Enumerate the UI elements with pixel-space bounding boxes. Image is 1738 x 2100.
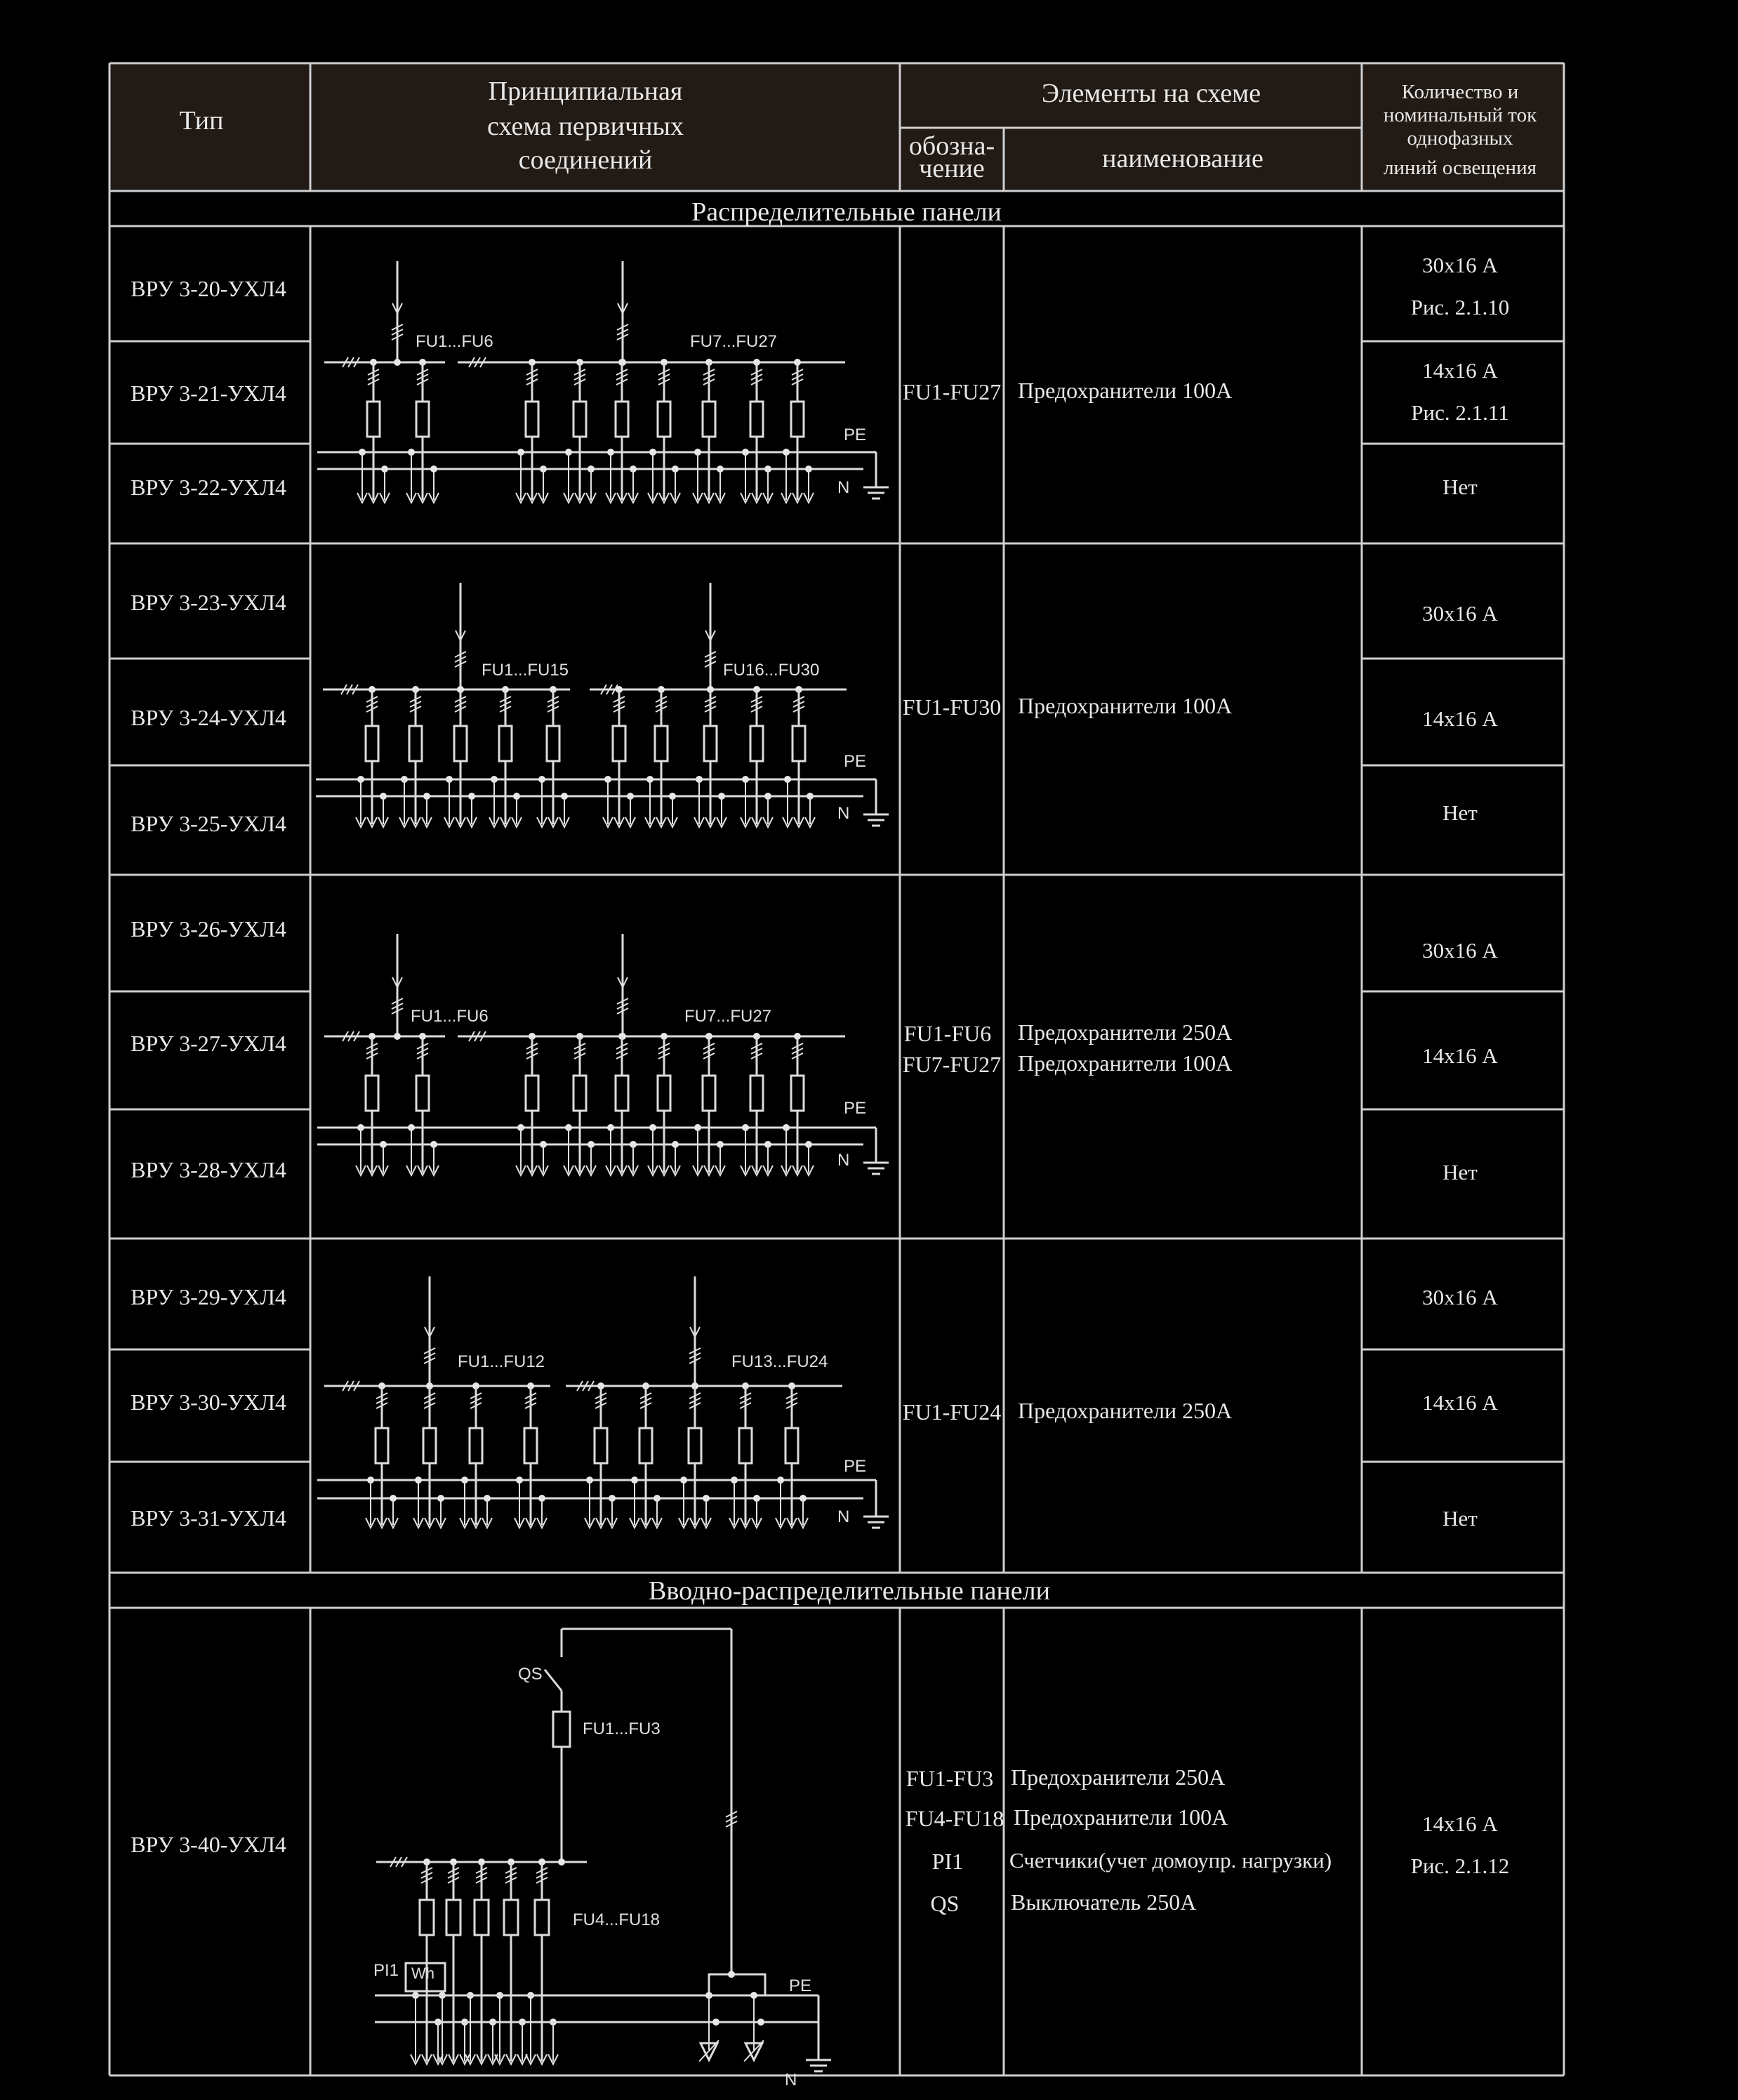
designation: FU1-FU24 [902,1399,1002,1425]
type-label: ВРУ 3-40-УХЛ4 [131,1832,286,1857]
type-label: ВРУ 3-22-УХЛ4 [131,475,286,500]
quantity: Нет [1442,1506,1478,1531]
type-label: ВРУ 3-28-УХЛ4 [131,1157,286,1182]
quantity: Нет [1442,800,1478,825]
header-scheme-line-2: схема первичных [487,112,684,141]
quantity: 30x16 А [1422,253,1498,277]
header-elements: Элементы на схеме [1041,79,1261,108]
designation: FU1-FU27 [902,379,1002,404]
n-label: N [837,804,850,823]
junction-dot [728,1971,735,1978]
fuse-label-right: FU7...FU27 [690,332,778,351]
element-name: Предохранители 100А [1018,693,1233,718]
quantity: 14x16 А [1422,1390,1498,1415]
quantity: 14x16 А [1422,1811,1498,1836]
fuse-label-left: FU1...FU6 [416,332,493,351]
quantity: Нет [1442,1160,1478,1184]
element-name: Предохранители 250А [1011,1764,1226,1790]
designation: QS [930,1891,960,1916]
fuse-label-right: FU13...FU24 [731,1352,828,1371]
junction-dot [394,1033,401,1040]
pe-label: PE [844,425,867,444]
element-name: Предохранители 250А [1018,1398,1233,1423]
header-designation-line-2: чение [919,154,985,183]
meter-label: PI1 [373,1961,399,1980]
table-header-background [110,63,1564,190]
designation: FU7-FU27 [902,1052,1002,1077]
fuse-label-right: FU7...FU27 [684,1007,772,1026]
type-label: ВРУ 3-29-УХЛ4 [131,1284,286,1309]
header-scheme-line-1: Принципиальная [488,77,683,106]
fuse-label-top: FU1...FU3 [583,1719,661,1738]
figure-reference: Рис. 2.1.10 [1410,295,1510,319]
figure-reference: Рис. 2.1.11 [1411,400,1509,425]
element-name: Счетчики(учет домоупр. нагрузки) [1009,1848,1332,1873]
type-label: ВРУ 3-23-УХЛ4 [131,590,286,615]
n-label: N [837,1507,850,1526]
type-label: ВРУ 3-21-УХЛ4 [131,381,286,406]
element-name: Предохранители 100А [1014,1804,1228,1830]
element-name: Предохранители 100А [1018,378,1233,403]
n-label: N [837,478,850,497]
element-name: Выключатель 250А [1011,1889,1197,1915]
n-label: N [785,2071,797,2089]
header-designation-line-1: обозна- [908,131,995,161]
junction-dot [558,1858,565,1865]
header-type: Тип [179,106,224,136]
quantity: Нет [1442,475,1478,499]
quantity: 30x16 А [1422,1285,1498,1309]
quantity: 14x16 А [1422,1043,1498,1068]
junction-dot [757,2019,764,2026]
junction-dot [712,2019,719,2026]
quantity: 30x16 А [1422,938,1498,963]
header-scheme-line-3: соединений [518,145,653,175]
meter-symbol: Wh [411,1964,434,1982]
junction-dot [394,359,401,366]
figure-reference: Рис. 2.1.12 [1410,1854,1510,1878]
header-quantity-line-3: однофазных [1407,127,1513,150]
designation: FU4-FU18 [905,1806,1004,1831]
fuse-label-bottom: FU4...FU18 [573,1910,661,1929]
quantity: 14x16 А [1422,706,1498,731]
section-title-distribution: Распределительные панели [691,197,1002,227]
designation: PI1 [931,1849,964,1874]
fuse-label-left: FU1...FU6 [411,1007,489,1026]
pe-label: PE [844,1457,867,1476]
pe-label: PE [844,752,867,771]
type-label: ВРУ 3-24-УХЛ4 [131,705,286,730]
fuse-label-left: FU1...FU12 [458,1352,545,1371]
quantity: 14x16 А [1422,358,1498,383]
header-quantity-line-2: номинальный ток [1383,104,1537,126]
n-label: N [837,1151,850,1170]
pe-label: PE [789,1976,812,1995]
element-name: Предохранители 100А [1018,1050,1233,1076]
type-label: ВРУ 3-30-УХЛ4 [131,1389,286,1415]
fuse-label-right: FU16...FU30 [723,661,820,680]
type-label: ВРУ 3-26-УХЛ4 [131,916,286,942]
designation: FU1-FU3 [906,1766,994,1791]
designation: FU1-FU6 [903,1021,992,1046]
element-name: Предохранители 250А [1018,1019,1233,1045]
quantity: 30x16 А [1422,601,1498,626]
type-label: ВРУ 3-27-УХЛ4 [131,1031,286,1056]
header-name: наименование [1102,144,1263,173]
section-title-input-distribution: Вводно-распределительные панели [649,1576,1050,1606]
fuse-label-left: FU1...FU15 [482,661,569,680]
designation: FU1-FU30 [902,694,1002,720]
pe-label: PE [844,1099,867,1118]
header-quantity-line-1: Количество и [1401,81,1519,103]
type-label: ВРУ 3-31-УХЛ4 [131,1505,286,1531]
type-label: ВРУ 3-25-УХЛ4 [131,811,286,836]
type-label: ВРУ 3-20-УХЛ4 [131,276,286,301]
header-quantity-line-4: линий освещения [1384,157,1537,179]
switch-label: QS [518,1665,543,1684]
